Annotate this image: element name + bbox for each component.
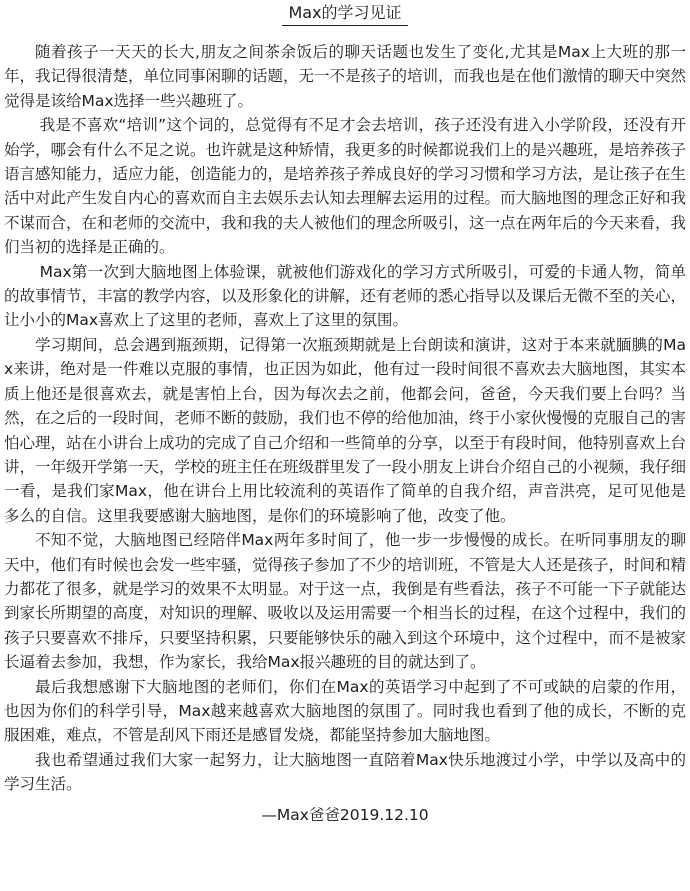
paragraph-7: 我也希望通过我们大家一起努力，让大脑地图一直陪着Max快乐地渡过小学，中学以及高中的学习生活。 bbox=[4, 750, 686, 794]
paragraph-3: Max第一次到大脑地图上体验课，就被他们游戏化的学习方式所吸引，可爱的卡通人物，简单的故事情节，丰富的教学内容，以及形象化的讲解，还有老师的悉心指导以及课后无微不至的关心，让小小的Max喜欢上了这里的老师，喜欢上了这里的氛围。 bbox=[4, 262, 687, 330]
paragraph-5: 不知不觉，大脑地图已经陪伴Max两年多时间了，他一步一步慢慢的成长。在听同事朋友的聊天中，他们有时候也会发一些牢骚，觉得孩子参加了不少的培训班，不管是大人还是孩子，时间和精力都花了很多，就是学习的效果不太明显。对于这一点，我倒是有些看法，孩子不可能一下子就能达到家长所期望的高度，对知识的理解、吸收以及运用需要一个相当长的过程，在这个过程中，我们的孩子只要喜欢不排斥，只要坚持积累，只要能够快乐的融入到这个环境中，这个过程中，而不是被家长逼着去参加，我想，作为家长，我给Max报兴趣班的目的就达到了。 bbox=[4, 531, 687, 672]
paragraph-2: 我是不喜欢“培训”这个词的，总觉得有不足才会去培训，孩子还没有进入小学阶段，还没有开始学，哪会有什么不足之说。也许就是这种矫情，我更多的时候都说我们上的是兴趣班，是培养孩子语言感知能力，适应力能，创造能力的，是培养孩子养成良好的学习习惯和学习方法，是让孩子在生活中对此产生发自内心的喜欢而自主去娱乐去认知去理解去运用的过程。而大脑地图的理念正好和我不谋而合，在和老师的交流中，我和我的夫人被他们的理念所吸引，这一点在两年后的今天来看，我们当初的选择是正确的。 bbox=[4, 116, 687, 257]
signature: —Max爸爸2019.12.10 bbox=[261, 805, 429, 824]
paragraph-6: 最后我想感谢下大脑地图的老师们，你们在Max的英语学习中起到了不可或缺的启蒙的作用，也因为你们的科学引导，Max越来越喜欢大脑地图的氛围了。同时我也看到了他的成长，不断的克服困难，难点，不管是刮风下雨还是感冒发烧，都能坚持参加大脑地图。 bbox=[4, 677, 686, 745]
document-title bbox=[0, 2, 690, 26]
paragraph-4: 学习期间，总会遇到瓶颈期，记得第一次瓶颈期就是上台朗读和演讲，这对于本来就腼腆的Max来讲，绝对是一件难以克服的事情，也正因为如此，他有过一段时间很不喜欢去大脑地图，其实本质上他还是很喜欢去，就是害怕上台，因为每次去之前，他都会问，爸爸，今天我们要上台吗？当然，在之后的一段时间，老师不断的鼓励，我们也不停的给他加油，终于小家伙慢慢的克服自己的害怕心理，站在小讲台上成功的完成了自己介绍和一些简单的分享，以至于有段时间，他特别喜欢上台讲，一年级开学第一天，学校的班主任在班级群里发了一段小朋友上讲台介绍自己的小视频，我仔细一看，是我们家Max，他在讲台上用比较流利的英语作了简单的自我介绍，声音洪亮，足可见他是多么的自信。这里我要感谢大脑地图，是你们的环境影响了他，改变了他。 bbox=[4, 335, 687, 525]
paragraph-1: 随着孩子一天天的长大,朋友之间茶余饭后的聊天话题也发生了变化,尤其是Max上大班的那一年，我记得很清楚，单位同事闲聊的话题，无一不是孩子的培训，而我也是在他们激情的聊天中突然觉得是该给Max选择一些兴趣班了。 bbox=[4, 43, 687, 110]
title-text: Max的学习见证 bbox=[282, 2, 407, 26]
document-body bbox=[4, 40, 686, 827]
